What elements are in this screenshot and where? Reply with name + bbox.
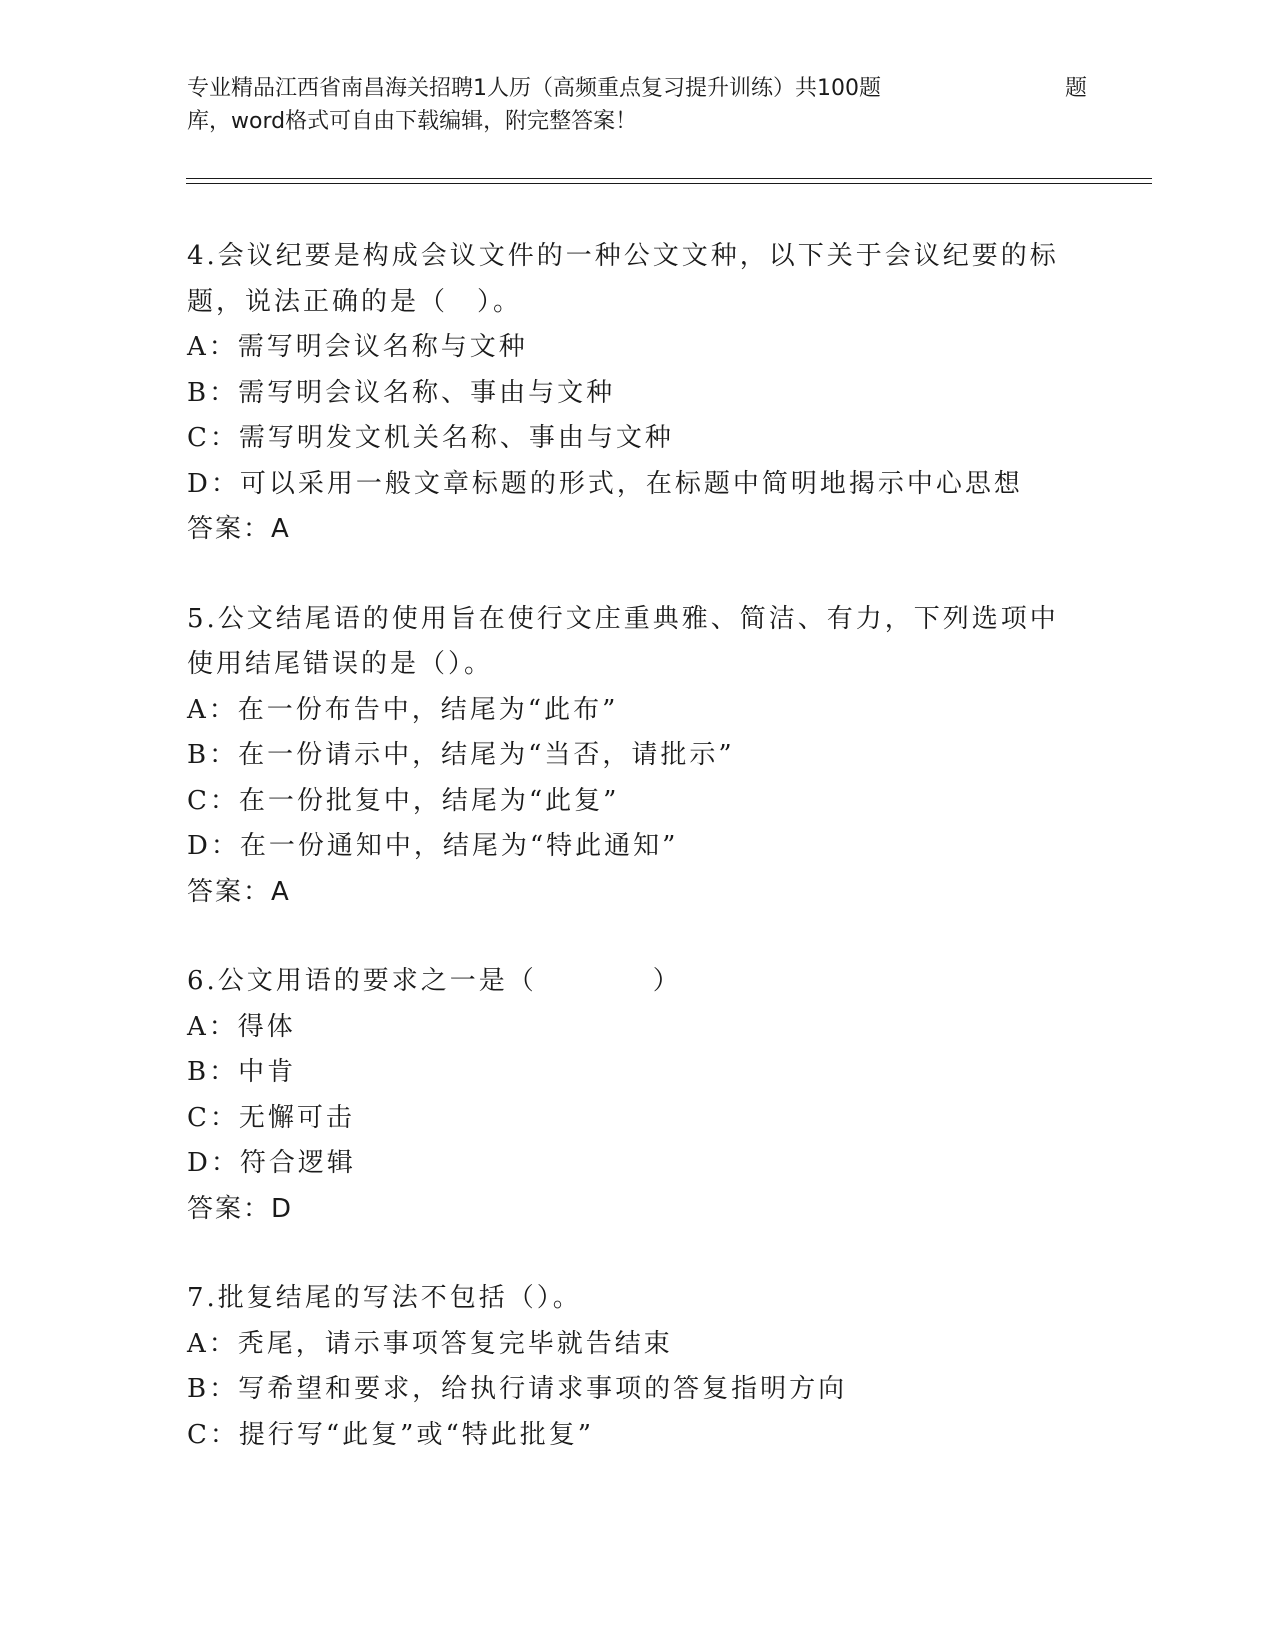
- question-item: [187, 597, 1087, 916]
- option-d: D：符合逻辑: [187, 1148, 356, 1178]
- header-rule-bottom: [186, 183, 1152, 184]
- question-text-line: 使用结尾错误的是（）。: [187, 649, 494, 679]
- option-a: A：秃尾，请示事项答复完毕就告结束: [187, 1328, 673, 1359]
- question-text-line: 5.公文结尾语的使用旨在使行文庄重典雅、简洁、有力，下列选项中: [187, 603, 1059, 634]
- option-a: A：需写明会议名称与文种: [187, 332, 528, 362]
- option-c: C：需写明发文机关名称、事由与文种: [187, 423, 674, 453]
- header-rule-top: [186, 178, 1152, 179]
- question-text-line: 题，说法正确的是（ ）。: [187, 286, 523, 317]
- option-b: B：中肯: [187, 1057, 297, 1087]
- question-text-line: 6.公文用语的要求之一是（ ）: [187, 966, 682, 996]
- header-title: 专业精品江西省南昌海关招聘1人历（高频重点复习提升训练）共100题: [187, 76, 881, 101]
- question-item: [187, 1276, 1087, 1458]
- answer-line: 答案：A: [187, 514, 291, 544]
- answer-line: 答案：D: [187, 1193, 294, 1224]
- option-b: B：在一份请示中，结尾为“当否，请批示”: [187, 740, 735, 770]
- option-a: A：得体: [187, 1011, 296, 1042]
- option-c: C：提行写“此复”或“特此批复”: [187, 1419, 595, 1450]
- option-d: D：在一份通知中，结尾为“特此通知”: [187, 831, 679, 861]
- option-b: B：写希望和要求，给执行请求事项的答复指明方向: [187, 1374, 848, 1404]
- option-c: C：无懈可击: [187, 1102, 355, 1133]
- header-line-2: 库，word格式可自由下载编辑，附完整答案！: [187, 109, 638, 134]
- option-b: B：需写明会议名称、事由与文种: [187, 377, 616, 408]
- header-line-1: [187, 72, 1087, 105]
- document-header: [187, 72, 1087, 138]
- question-item: [187, 234, 1087, 553]
- question-text-line: 7.批复结尾的写法不包括（）。: [187, 1283, 582, 1313]
- header-title-wrap: 题: [1064, 76, 1087, 101]
- answer-line: 答案：A: [187, 876, 291, 907]
- option-d: D：可以采用一般文章标题的形式，在标题中简明地揭示中心思想: [187, 468, 1023, 499]
- option-c: C：在一份批复中，结尾为“此复”: [187, 785, 620, 816]
- question-list: [187, 234, 1087, 1502]
- question-text-line: 4.会议纪要是构成会议文件的一种公文文种，以下关于会议纪要的标: [187, 241, 1059, 271]
- option-a: A：在一份布告中，结尾为“此布”: [187, 694, 619, 725]
- question-item: [187, 959, 1087, 1232]
